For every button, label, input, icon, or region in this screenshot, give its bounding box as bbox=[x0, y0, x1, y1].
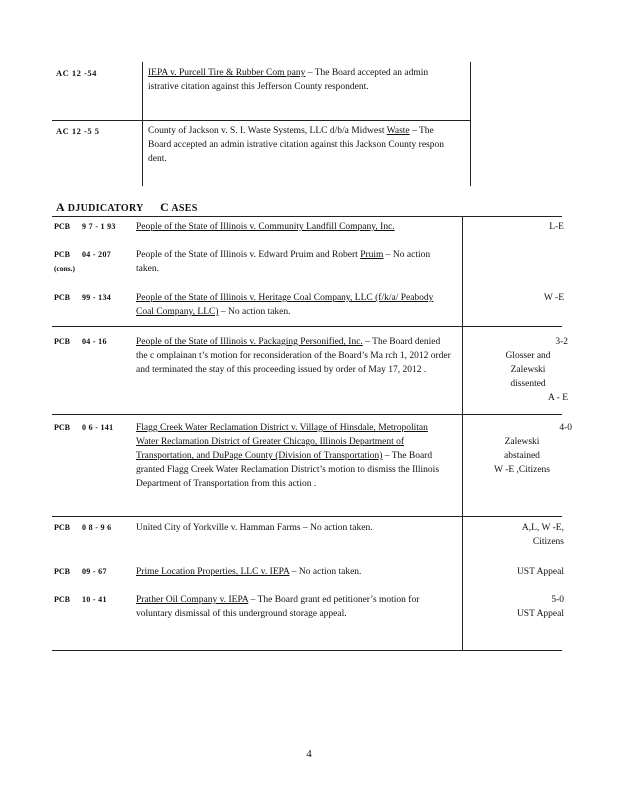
case-number: 9 7 - 1 93 bbox=[82, 222, 116, 231]
case-title-prefix: County of Jackson v. S. I. Waste Systems, LLC d/b/a Midwest bbox=[148, 126, 387, 136]
adj-separator bbox=[52, 516, 562, 517]
case-description: – No action taken. bbox=[300, 523, 373, 533]
case-entry bbox=[136, 521, 452, 535]
adj-separator bbox=[52, 414, 562, 415]
case-description: – No action taken. bbox=[218, 307, 291, 317]
adj-top-border bbox=[52, 216, 562, 217]
case-title: Prime Location Properties, LLC v. IEPA bbox=[136, 567, 290, 577]
case-number: 09 - 67 bbox=[82, 567, 107, 576]
case-number: 0 8 - 9 6 bbox=[82, 523, 112, 532]
case-number: 04 - 16 bbox=[82, 337, 107, 346]
case-description: – The Board accepted an admin istrative citation against this Jackson County respon dent. bbox=[148, 126, 445, 164]
case-number: 04 - 207 bbox=[82, 250, 112, 259]
case-type: PCB bbox=[54, 523, 70, 532]
case-type: PCB bbox=[54, 222, 70, 231]
case-type: PCB bbox=[54, 423, 70, 432]
case-entry bbox=[136, 593, 452, 621]
case-entry bbox=[136, 220, 452, 234]
adj-bottom-border bbox=[52, 650, 562, 651]
case-title: Prather Oil Company v. IEPA bbox=[136, 595, 249, 605]
case-vote: A,L, W -E, Citizens bbox=[521, 523, 564, 547]
case-title: People of the State of Illinois v. Community Landfill Company, Inc. bbox=[136, 222, 395, 232]
case-entry bbox=[148, 124, 450, 166]
case-title: People of the State of Illinois v. Packaging Personified, Inc. bbox=[136, 337, 363, 347]
case-title: Waste bbox=[386, 126, 410, 136]
case-number: 99 - 134 bbox=[82, 293, 112, 302]
adj-vote-divider bbox=[462, 216, 463, 650]
case-description: – No action taken. bbox=[289, 567, 362, 577]
case-vote: 3-2 Glosser and Zalewski dissented A - E bbox=[505, 337, 568, 403]
case-title: Flagg Creek Water Reclamation District v. Village of Hinsdale, Metropolitan Water Reclamation District of Greater Chicago, Illinois Department of Transportation, and DuPage County (Division of Transportation) bbox=[136, 423, 428, 461]
case-vote: UST Appeal bbox=[516, 567, 564, 577]
case-title: Pruim bbox=[360, 250, 384, 260]
case-vote: L-E bbox=[549, 222, 564, 232]
case-title: IEPA v. Purcell Tire & Rubber Com pany bbox=[148, 68, 306, 78]
adj-separator bbox=[52, 326, 562, 327]
case-title: People of the State of Illinois v. Heritage Coal Company, LLC (f/k/a/ Peabody Coal Company, LLC) bbox=[136, 293, 434, 317]
case-description: – The Board grant ed petitioner’s motion for voluntary dismissal of this underground storage appeal. bbox=[136, 595, 420, 619]
case-type: PCB bbox=[54, 595, 70, 604]
case-type: PCB bbox=[54, 337, 70, 346]
case-vote: 5-0 UST Appeal bbox=[516, 595, 564, 619]
case-entry bbox=[136, 565, 452, 579]
case-number: AC 12 -54 bbox=[56, 68, 97, 78]
case-type-sub: (cons.) bbox=[54, 264, 76, 273]
case-description: – The Board denied the c omplainan t’s motion for reconsideration of the Board’s Ma rch 1, 2012 order and terminated the stay of this proceeding issued by order of May 17, 2012 . bbox=[136, 337, 451, 375]
case-vote: W -E bbox=[543, 293, 564, 303]
case-type: PCB bbox=[54, 293, 70, 302]
case-type: PCB (cons.) bbox=[54, 248, 75, 276]
case-entry bbox=[148, 66, 450, 94]
ac-divider-right bbox=[470, 62, 471, 186]
case-number: 0 6 - 141 bbox=[82, 423, 114, 432]
case-title-prefix: People of the State of Illinois v. Edward Pruim and Robert bbox=[136, 250, 361, 260]
case-entry bbox=[136, 421, 452, 491]
case-description: – The Board granted Flagg Creek Water Reclamation District’s motion to dismiss the Illinois Department of Transportation from this action . bbox=[136, 451, 440, 489]
case-description: – The Board accepted an admin istrative citation against this Jefferson County respondent. bbox=[148, 68, 429, 92]
section-heading: A DJUDICATORY C ASES bbox=[56, 200, 198, 214]
case-entry bbox=[136, 248, 452, 276]
case-number: 10 - 41 bbox=[82, 595, 107, 604]
case-number: AC 12 -5 5 bbox=[56, 126, 100, 136]
ac-divider-left bbox=[142, 62, 143, 186]
case-title: United City of Yorkville v. Hamman Farms bbox=[136, 523, 301, 533]
case-entry bbox=[136, 291, 452, 319]
case-entry bbox=[136, 335, 452, 377]
case-vote: 4-0 Zalewski abstained W -E ,Citizens bbox=[493, 423, 572, 475]
case-type: PCB bbox=[54, 567, 70, 576]
page-number: 4 bbox=[306, 748, 312, 760]
ac-row-separator bbox=[52, 120, 470, 121]
case-description: – No action taken. bbox=[136, 250, 431, 274]
